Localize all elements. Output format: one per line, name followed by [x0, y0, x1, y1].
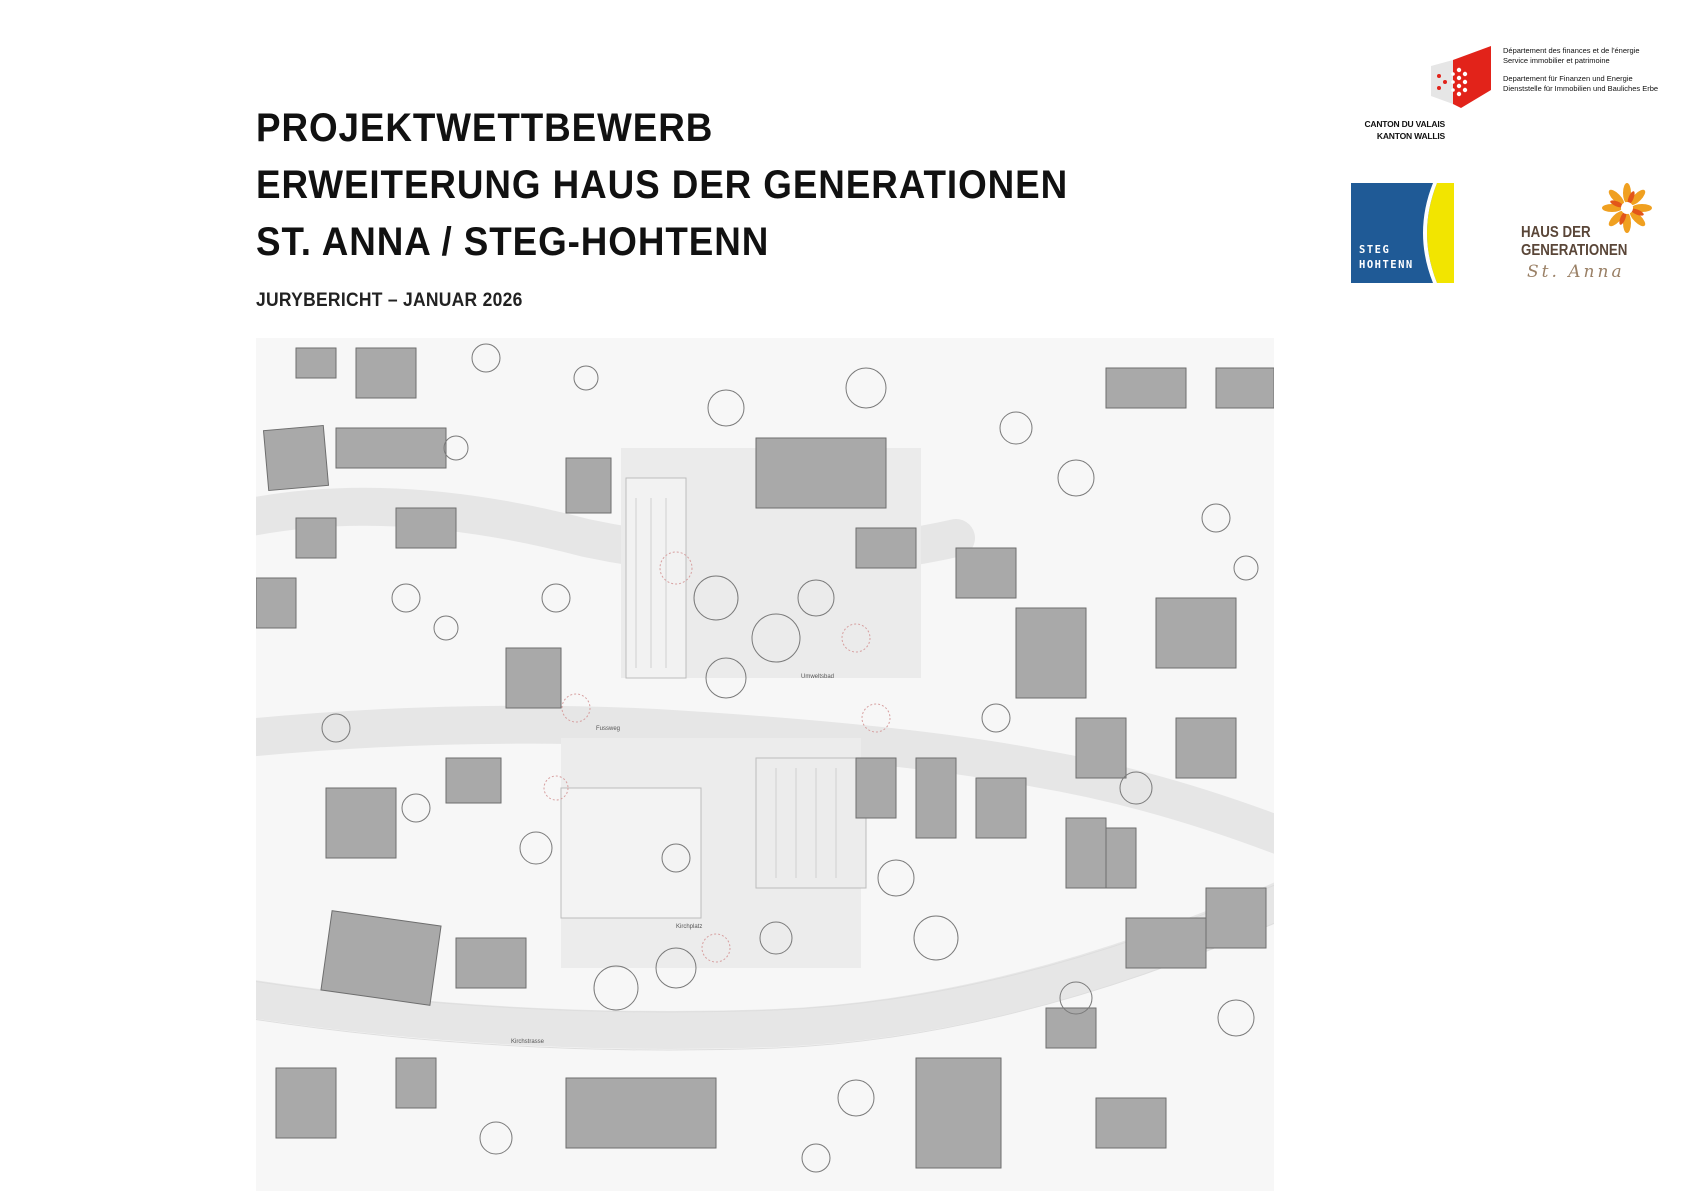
- hdg-script-name: St. Anna: [1527, 262, 1625, 282]
- hdg-wordmark: HAUS DER GENERATIONEN: [1521, 224, 1628, 259]
- steg-hohtenn-logo: [1351, 183, 1454, 283]
- department-fr: Département des finances et de l'énergie Service immobilier et patrimoine: [1503, 46, 1640, 65]
- document-title: [256, 100, 1068, 271]
- plan-label-kirchstrasse: Kirchstrasse: [511, 1039, 545, 1045]
- department-de: Departement für Finanzen und Energie Dienststelle für Immobilien und Bauliches Erbe: [1503, 74, 1659, 93]
- site-plan-drawing: [256, 338, 1274, 1191]
- title-line-1: PROJEKTWETTBEWERB: [256, 106, 714, 150]
- valais-flag-icon: [1431, 46, 1497, 112]
- haus-der-generationen-logo: [1517, 182, 1667, 292]
- canton-name: CANTON DU VALAIS KANTON WALLIS: [1364, 119, 1445, 141]
- site-plan-image: [256, 338, 1274, 1191]
- plan-label-umweltsbad: Umweltsbad: [801, 674, 835, 680]
- title-line-2: ERWEITERUNG HAUS DER GENERATIONEN: [256, 163, 1069, 207]
- report-subtitle: JURYBERICHT – JANUAR 2026: [256, 290, 523, 311]
- steg-hohtenn-wordmark: STEG HOHTENN: [1359, 244, 1414, 271]
- title-line-3: ST. ANNA / STEG-HOHTENN: [256, 220, 770, 264]
- plan-label-fussweg: Fussweg: [596, 726, 621, 732]
- plan-label-kirchplatz: Kirchplatz: [676, 924, 703, 930]
- canton-valais-logo: [1355, 44, 1659, 154]
